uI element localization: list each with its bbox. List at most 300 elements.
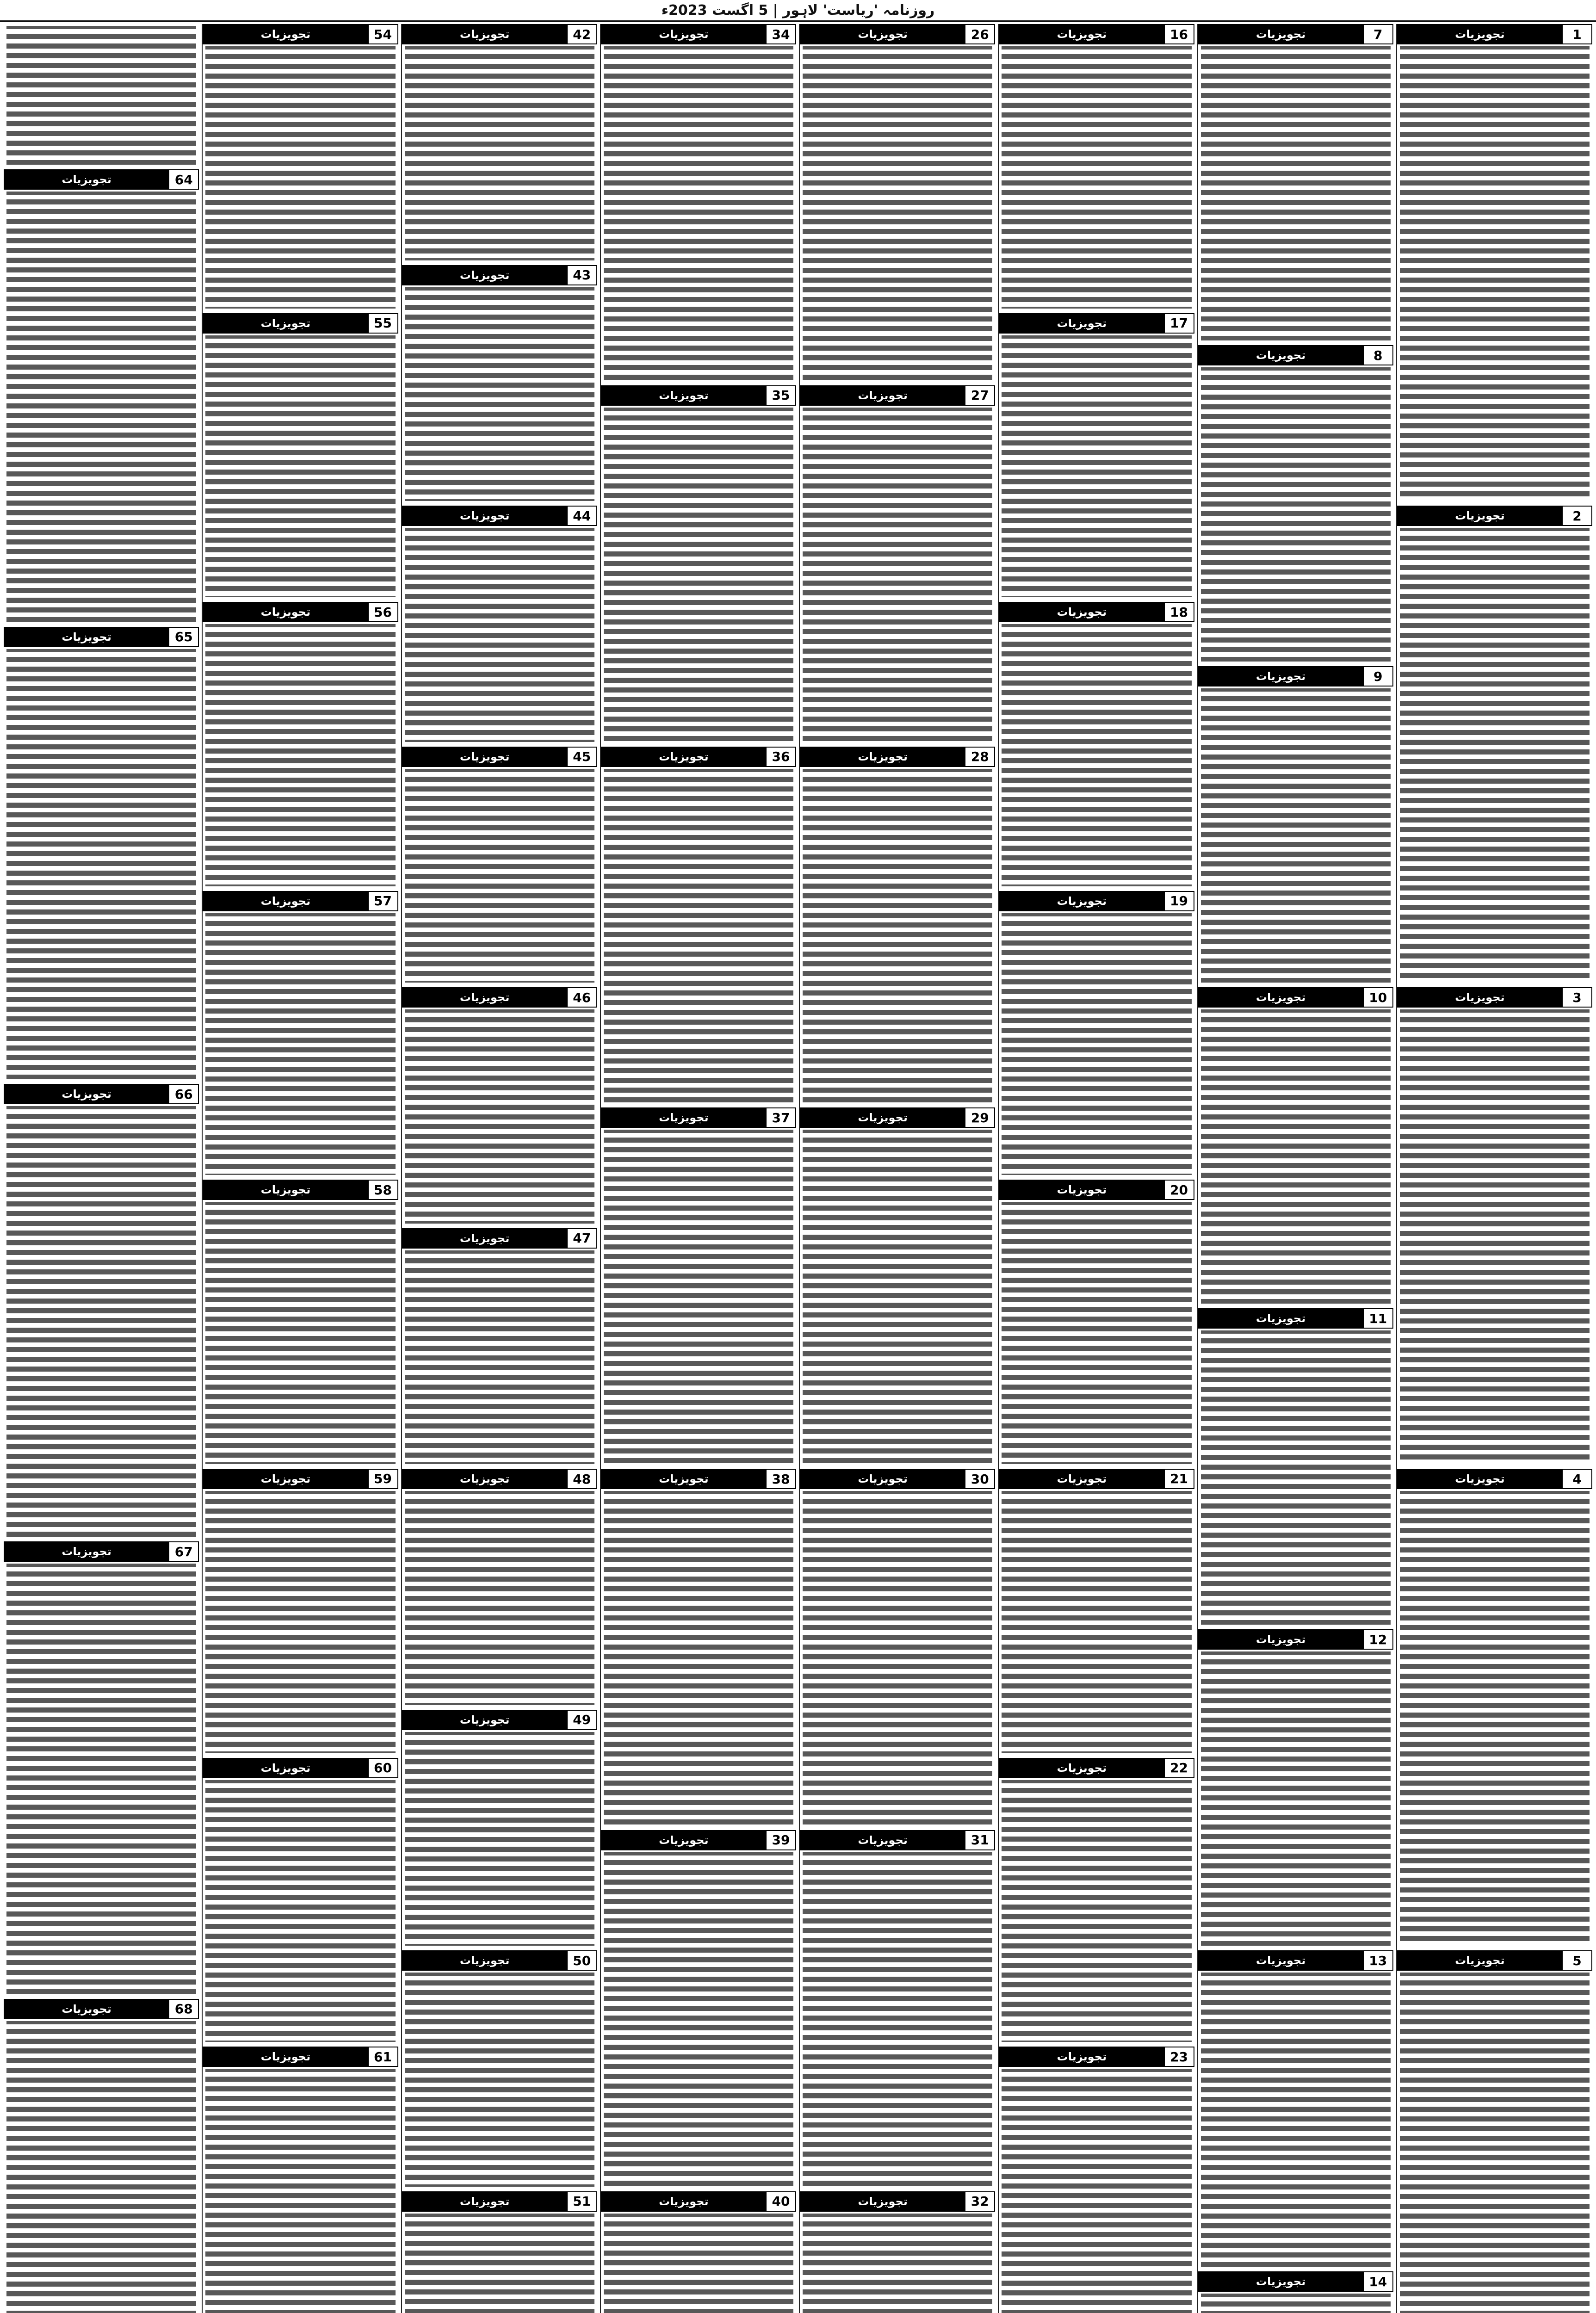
article-body-text — [402, 285, 597, 503]
article-number: 2 — [1562, 507, 1591, 525]
article-number: 64 — [168, 170, 198, 189]
article-header — [203, 2047, 398, 2067]
article-header — [203, 1469, 398, 1489]
article-header — [601, 24, 796, 44]
article-header — [203, 1180, 398, 1200]
article-item — [203, 313, 398, 600]
article-item — [800, 385, 995, 744]
article-body-text — [4, 190, 199, 624]
article-body-text — [1397, 1971, 1592, 2313]
columns-container — [4, 24, 1592, 2313]
article-item — [999, 891, 1194, 1177]
article-body-text — [601, 44, 796, 383]
article-body-text — [999, 334, 1194, 600]
article-label: تجویزیات — [1000, 1470, 1163, 1488]
article-item — [4, 1541, 199, 1996]
article-body-text — [402, 1971, 597, 2189]
article-item — [800, 1107, 995, 1466]
article-header — [4, 169, 199, 190]
article-number: 10 — [1363, 988, 1392, 1007]
article-item — [800, 1830, 995, 2189]
article-number: 66 — [168, 1085, 198, 1103]
article-body-text — [1198, 1971, 1393, 2269]
column-6 — [401, 24, 597, 2313]
article-label: تجویزیات — [1199, 1630, 1363, 1649]
article-label: تجویزیات — [801, 1470, 965, 1488]
article-item — [203, 1469, 398, 1755]
article-header — [402, 265, 597, 285]
article-item — [1397, 1469, 1592, 1948]
article-number: 1 — [1562, 25, 1591, 43]
article-body-text — [203, 1200, 398, 1466]
column-1 — [1396, 24, 1592, 2313]
article-item — [999, 24, 1194, 310]
article-number: 40 — [766, 2192, 795, 2211]
article-label: تجویزیات — [403, 1711, 567, 1729]
article-label: تجویزیات — [801, 748, 965, 766]
article-label: تجویزیات — [1398, 507, 1562, 525]
article-body-text — [402, 44, 597, 262]
article-header — [203, 602, 398, 622]
article-item — [4, 1999, 199, 2313]
article-body-text — [4, 1104, 199, 1539]
article-item — [203, 891, 398, 1177]
article-header — [999, 891, 1194, 911]
article-item — [402, 1228, 597, 1466]
article-header — [402, 2191, 597, 2212]
article-header — [999, 1758, 1194, 1778]
article-label: تجویزیات — [602, 748, 766, 766]
article-label: تجویزیات — [5, 1085, 168, 1103]
masthead-title: روزنامہ 'ریاست' لاہور | 5 اگست 2023ء — [661, 2, 935, 19]
article-number: 48 — [567, 1470, 596, 1488]
article-item — [203, 1180, 398, 1466]
article-label: تجویزیات — [204, 1470, 367, 1488]
article-header — [1198, 666, 1393, 686]
article-item — [999, 602, 1194, 888]
article-label: تجویزیات — [1000, 314, 1163, 333]
article-item — [402, 987, 597, 1225]
article-body-text — [999, 911, 1194, 1177]
article-item — [1198, 1308, 1393, 1627]
article-item — [800, 24, 995, 383]
article-header — [203, 24, 398, 44]
article-item — [800, 1469, 995, 1827]
article-header — [402, 987, 597, 1008]
article-label: تجویزیات — [1199, 2272, 1363, 2291]
article-header — [999, 2047, 1194, 2067]
article-label: تجویزیات — [602, 2192, 766, 2211]
article-label: تجویزیات — [1199, 346, 1363, 365]
article-body-text — [999, 1200, 1194, 1466]
article-number: 3 — [1562, 988, 1591, 1007]
article-body-text — [1198, 1329, 1393, 1627]
article-number: 61 — [368, 2047, 397, 2066]
column-8 — [4, 24, 199, 2313]
article-body-text — [402, 1008, 597, 1225]
article-item — [999, 313, 1194, 600]
article-number: 16 — [1164, 25, 1194, 43]
article-body-text — [203, 1489, 398, 1755]
article-number: 55 — [368, 314, 397, 333]
article-body-text — [800, 1489, 995, 1827]
article-number: 44 — [567, 507, 596, 525]
article-body-text — [1198, 2292, 1393, 2313]
article-header — [800, 1830, 995, 1850]
article-number: 30 — [965, 1470, 994, 1488]
article-number: 20 — [1164, 1181, 1194, 1199]
article-body-text — [999, 1489, 1194, 1755]
article-number: 58 — [368, 1181, 397, 1199]
article-item — [402, 2191, 597, 2313]
article-number: 7 — [1363, 25, 1392, 43]
article-item — [800, 747, 995, 1105]
article-header — [1198, 24, 1393, 44]
article-header — [1198, 1308, 1393, 1329]
article-item — [601, 385, 796, 744]
article-label: تجویزیات — [1398, 988, 1562, 1007]
article-body-text — [999, 44, 1194, 310]
article-item — [402, 24, 597, 262]
article-body-text — [601, 2212, 796, 2313]
article-header — [800, 24, 995, 44]
article-label: تجویزیات — [602, 25, 766, 43]
article-label: تجویزیات — [1199, 1951, 1363, 1970]
article-label: تجویزیات — [204, 603, 367, 621]
article-body-text — [601, 1128, 796, 1466]
article-number: 12 — [1363, 1630, 1392, 1649]
article-header — [402, 1228, 597, 1249]
article-body-text — [402, 1730, 597, 1948]
article-label: تجویزیات — [1199, 25, 1363, 43]
article-number: 43 — [567, 266, 596, 284]
article-label: تجویزیات — [204, 25, 367, 43]
article-label: تجویزیات — [602, 386, 766, 405]
article-header — [402, 747, 597, 767]
article-body-text — [1397, 44, 1592, 503]
article-item — [1198, 2271, 1393, 2313]
article-header — [1397, 506, 1592, 526]
article-body-text — [999, 622, 1194, 888]
article-item — [203, 1758, 398, 2044]
article-item — [1397, 506, 1592, 984]
article-item — [601, 1107, 796, 1466]
article-label: تجویزیات — [1398, 1951, 1562, 1970]
article-header — [402, 1469, 597, 1489]
article-number: 29 — [965, 1108, 994, 1127]
article-label: تجویزیات — [801, 1108, 965, 1127]
masthead — [0, 0, 1596, 22]
article-item — [402, 506, 597, 744]
article-header — [601, 385, 796, 406]
article-body-text — [1198, 365, 1393, 663]
article-number: 57 — [368, 892, 397, 910]
article-item — [1397, 987, 1592, 1466]
article-header — [402, 506, 597, 526]
article-label: تجویزیات — [403, 2192, 567, 2211]
article-body-text — [1198, 686, 1393, 984]
article-label: تجویزیات — [5, 2000, 168, 2018]
article-number: 32 — [965, 2192, 994, 2211]
article-item — [1198, 345, 1393, 663]
article-body-text — [1397, 1489, 1592, 1948]
article-number: 11 — [1363, 1309, 1392, 1328]
article-label: تجویزیات — [403, 988, 567, 1007]
article-number: 8 — [1363, 346, 1392, 365]
article-header — [800, 1107, 995, 1128]
article-number: 42 — [567, 25, 596, 43]
article-number: 45 — [567, 748, 596, 766]
article-header — [203, 1758, 398, 1778]
article-label: تجویزیات — [403, 748, 567, 766]
article-header — [4, 1541, 199, 1562]
article-header — [1397, 24, 1592, 44]
column-7 — [202, 24, 398, 2313]
article-item — [402, 265, 597, 503]
article-body-text — [800, 2212, 995, 2313]
article-item — [601, 747, 796, 1105]
article-body-text — [203, 622, 398, 888]
article-body-text — [1198, 44, 1393, 342]
article-number: 46 — [567, 988, 596, 1007]
article-item — [999, 1758, 1194, 2044]
article-number: 13 — [1363, 1951, 1392, 1970]
article-body-text — [601, 1489, 796, 1827]
article-item — [1198, 1629, 1393, 1948]
article-item — [4, 169, 199, 624]
article-header — [999, 24, 1194, 44]
article-body-text — [402, 767, 597, 985]
article-body-text — [800, 767, 995, 1105]
article-number: 21 — [1164, 1470, 1194, 1488]
article-header — [800, 1469, 995, 1489]
article-item — [601, 1830, 796, 2189]
article-header — [601, 1469, 796, 1489]
article-item — [601, 1469, 796, 1827]
article-number: 47 — [567, 1229, 596, 1248]
article-label: تجویزیات — [403, 266, 567, 284]
article-item — [402, 747, 597, 985]
article-item — [4, 1084, 199, 1539]
article-body-text — [800, 44, 995, 383]
article-body-text — [999, 2067, 1194, 2313]
article-item — [999, 2047, 1194, 2313]
article-item — [402, 1469, 597, 1707]
article-item — [402, 1710, 597, 1948]
article-item — [4, 627, 199, 1082]
article-label: تجویزیات — [204, 314, 367, 333]
article-item — [800, 2191, 995, 2313]
article-number: 49 — [567, 1711, 596, 1729]
article-label: تجویزیات — [602, 1108, 766, 1127]
article-body-text — [601, 406, 796, 744]
article-number: 38 — [766, 1470, 795, 1488]
article-label: تجویزیات — [1199, 988, 1363, 1007]
article-number: 37 — [766, 1108, 795, 1127]
article-number: 59 — [368, 1470, 397, 1488]
article-body-text — [1198, 1008, 1393, 1305]
article-header — [402, 24, 597, 44]
article-label: تجویزیات — [1000, 2047, 1163, 2066]
article-number: 65 — [168, 628, 198, 646]
article-label: تجویزیات — [403, 507, 567, 525]
article-label: تجویزیات — [801, 1831, 965, 1849]
article-number: 19 — [1164, 892, 1194, 910]
article-header — [999, 602, 1194, 622]
article-label: تجویزیات — [5, 1542, 168, 1561]
column-2 — [1197, 24, 1393, 2313]
article-body-text — [402, 1249, 597, 1466]
article-body-text — [203, 44, 398, 310]
article-number: 14 — [1363, 2272, 1392, 2291]
article-header — [1397, 987, 1592, 1008]
article-label: تجویزیات — [403, 1229, 567, 1248]
article-body-text — [800, 1850, 995, 2189]
article-label: تجویزیات — [602, 1831, 766, 1849]
article-number: 26 — [965, 25, 994, 43]
article-header — [1198, 1950, 1393, 1971]
article-number: 39 — [766, 1831, 795, 1849]
article-body-text — [800, 406, 995, 744]
article-header — [800, 2191, 995, 2212]
article-label: تجویزیات — [403, 1951, 567, 1970]
article-item — [999, 1180, 1194, 1466]
column-4 — [799, 24, 995, 2313]
article-item — [402, 1950, 597, 2189]
article-header — [1198, 2271, 1393, 2292]
article-label: تجویزیات — [204, 1181, 367, 1199]
article-number: 5 — [1562, 1951, 1591, 1970]
article-item — [1198, 1950, 1393, 2269]
article-label: تجویزیات — [801, 2192, 965, 2211]
article-header — [800, 385, 995, 406]
article-label: تجویزیات — [1398, 25, 1562, 43]
article-item — [601, 2191, 796, 2313]
article-number: 9 — [1363, 667, 1392, 686]
article-label: تجویزیات — [801, 25, 965, 43]
article-body-text — [203, 2067, 398, 2313]
article-header — [1397, 1469, 1592, 1489]
article-number: 31 — [965, 1831, 994, 1849]
article-header — [800, 747, 995, 767]
article-header — [999, 313, 1194, 334]
article-item — [1397, 1950, 1592, 2313]
article-header — [601, 1830, 796, 1850]
column-3 — [998, 24, 1194, 2313]
article-item — [1198, 666, 1393, 984]
article-label: تجویزیات — [602, 1470, 766, 1488]
article-header — [601, 2191, 796, 2212]
article-number: 68 — [168, 2000, 198, 2018]
article-header — [601, 747, 796, 767]
article-header — [1198, 345, 1393, 365]
column-5 — [600, 24, 796, 2313]
article-number: 23 — [1164, 2047, 1194, 2066]
article-label: تجویزیات — [204, 1759, 367, 1777]
article-body-text — [1397, 526, 1592, 984]
article-number: 36 — [766, 748, 795, 766]
article-header — [1397, 1950, 1592, 1971]
article-body-text — [402, 1489, 597, 1707]
article-number: 18 — [1164, 603, 1194, 621]
article-body-text — [402, 2212, 597, 2313]
article-number: 4 — [1562, 1470, 1591, 1488]
article-number: 60 — [368, 1759, 397, 1777]
article-label: تجویزیات — [5, 628, 168, 646]
article-number: 27 — [965, 386, 994, 405]
article-item — [203, 2047, 398, 2313]
article-header — [1198, 987, 1393, 1008]
article-label: تجویزیات — [801, 386, 965, 405]
article-header — [4, 1084, 199, 1104]
article-header — [203, 313, 398, 334]
article-number: 56 — [368, 603, 397, 621]
article-number: 54 — [368, 25, 397, 43]
article-header — [1198, 1629, 1393, 1650]
article-body-text — [1198, 1650, 1393, 1948]
article-header — [402, 1710, 597, 1730]
article-number: 17 — [1164, 314, 1194, 333]
article-item — [601, 24, 796, 383]
article-header — [4, 1999, 199, 2019]
article-label: تجویزیات — [403, 1470, 567, 1488]
article-item — [1198, 987, 1393, 1305]
article-label: تجویزیات — [1199, 1309, 1363, 1328]
article-body-text — [999, 1778, 1194, 2044]
article-number: 28 — [965, 748, 994, 766]
article-number: 67 — [168, 1542, 198, 1561]
article-header — [999, 1180, 1194, 1200]
article-body-text — [4, 1562, 199, 1996]
article-body-text — [800, 1128, 995, 1466]
article-number: 22 — [1164, 1759, 1194, 1777]
article-label: تجویزیات — [1199, 667, 1363, 686]
article-header — [999, 1469, 1194, 1489]
article-body-text — [203, 911, 398, 1177]
article-label: تجویزیات — [403, 25, 567, 43]
article-label: تجویزیات — [1398, 1470, 1562, 1488]
article-label: تجویزیات — [5, 170, 168, 189]
article-item — [1198, 24, 1393, 342]
article-label: تجویزیات — [204, 892, 367, 910]
article-label: تجویزیات — [204, 2047, 367, 2066]
article-number: 34 — [766, 25, 795, 43]
column-lead-text — [4, 24, 199, 167]
article-label: تجویزیات — [1000, 25, 1163, 43]
article-number: 51 — [567, 2192, 596, 2211]
article-header — [601, 1107, 796, 1128]
article-number: 50 — [567, 1951, 596, 1970]
article-number: 35 — [766, 386, 795, 405]
article-body-text — [601, 767, 796, 1105]
article-label: تجویزیات — [1000, 1181, 1163, 1199]
article-item — [999, 1469, 1194, 1755]
article-item — [203, 24, 398, 310]
article-header — [4, 627, 199, 647]
article-body-text — [203, 1778, 398, 2044]
article-header — [203, 891, 398, 911]
article-body-text — [4, 2019, 199, 2313]
article-body-text — [203, 334, 398, 600]
article-label: تجویزیات — [1000, 603, 1163, 621]
article-header — [402, 1950, 597, 1971]
article-body-text — [402, 526, 597, 744]
article-item — [1397, 24, 1592, 503]
article-body-text — [1397, 1008, 1592, 1466]
article-item — [203, 602, 398, 888]
article-body-text — [4, 647, 199, 1082]
article-body-text — [601, 1850, 796, 2189]
